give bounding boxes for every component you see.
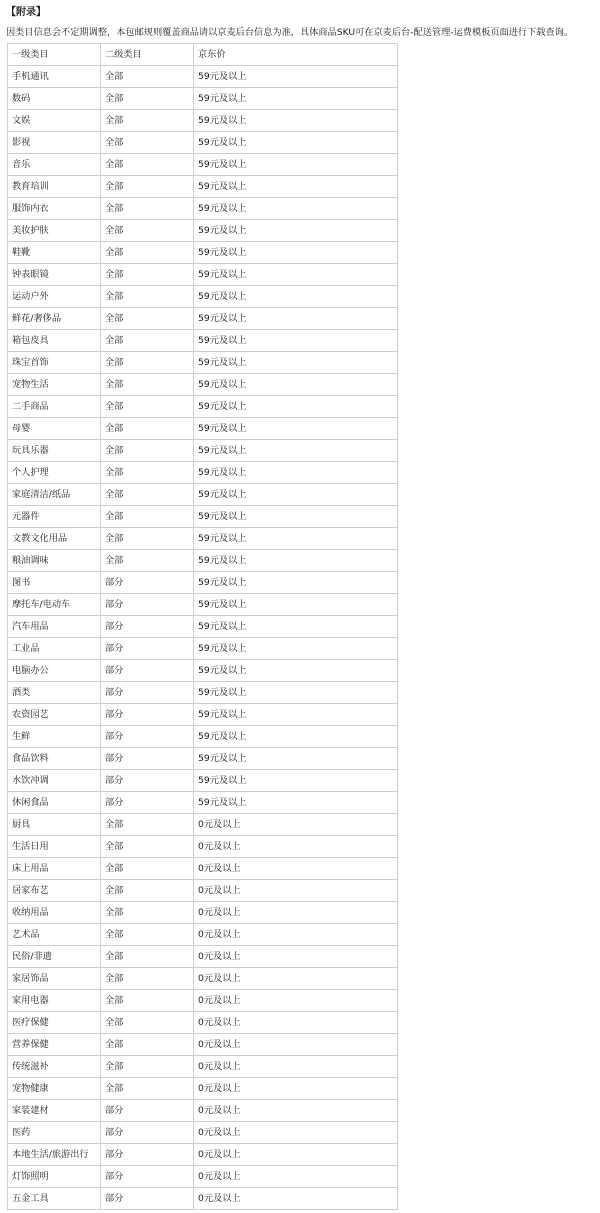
table-row	[8, 550, 398, 572]
cell-primary-category: 生鲜	[8, 726, 101, 748]
cell-primary-category: 钟表眼镜	[8, 264, 101, 286]
table-row	[8, 990, 398, 1012]
table-row	[8, 506, 398, 528]
cell-secondary-category: 部分	[101, 748, 194, 770]
cell-primary-category: 艺术品	[8, 924, 101, 946]
cell-primary-category: 休闲食品	[8, 792, 101, 814]
table-row	[8, 616, 398, 638]
cell-secondary-category: 部分	[101, 594, 194, 616]
cell-primary-category: 母婴	[8, 418, 101, 440]
table-row	[8, 286, 398, 308]
cell-secondary-category: 部分	[101, 572, 194, 594]
table-row	[8, 198, 398, 220]
cell-jd-price: 59元及以上	[194, 110, 398, 132]
cell-jd-price: 59元及以上	[194, 506, 398, 528]
cell-primary-category: 五金工具	[8, 1188, 101, 1210]
cell-primary-category: 宠物生活	[8, 374, 101, 396]
cell-primary-category: 本地生活/旅游出行	[8, 1144, 101, 1166]
cell-primary-category: 箱包皮具	[8, 330, 101, 352]
cell-primary-category: 宠物健康	[8, 1078, 101, 1100]
table-row	[8, 1144, 398, 1166]
table-row	[8, 132, 398, 154]
cell-primary-category: 运动户外	[8, 286, 101, 308]
cell-primary-category: 农资园艺	[8, 704, 101, 726]
table-row	[8, 902, 398, 924]
cell-jd-price: 59元及以上	[194, 286, 398, 308]
cell-primary-category: 图书	[8, 572, 101, 594]
cell-jd-price: 59元及以上	[194, 484, 398, 506]
cell-primary-category: 服饰内衣	[8, 198, 101, 220]
cell-jd-price: 0元及以上	[194, 990, 398, 1012]
cell-jd-price: 59元及以上	[194, 616, 398, 638]
cell-jd-price: 0元及以上	[194, 814, 398, 836]
cell-jd-price: 0元及以上	[194, 946, 398, 968]
table-row	[8, 484, 398, 506]
cell-jd-price: 59元及以上	[194, 308, 398, 330]
cell-primary-category: 影视	[8, 132, 101, 154]
cell-secondary-category: 部分	[101, 660, 194, 682]
table-row	[8, 374, 398, 396]
cell-primary-category: 鞋靴	[8, 242, 101, 264]
cell-jd-price: 59元及以上	[194, 88, 398, 110]
cell-primary-category: 珠宝首饰	[8, 352, 101, 374]
cell-jd-price: 59元及以上	[194, 704, 398, 726]
cell-secondary-category: 全部	[101, 264, 194, 286]
cell-primary-category: 玩具乐器	[8, 440, 101, 462]
cell-jd-price: 59元及以上	[194, 132, 398, 154]
table-row	[8, 946, 398, 968]
cell-jd-price: 0元及以上	[194, 1166, 398, 1188]
table-row	[8, 110, 398, 132]
cell-secondary-category: 部分	[101, 1100, 194, 1122]
cell-jd-price: 59元及以上	[194, 792, 398, 814]
table-row	[8, 748, 398, 770]
cell-secondary-category: 全部	[101, 352, 194, 374]
cell-jd-price: 59元及以上	[194, 726, 398, 748]
cell-primary-category: 家装建材	[8, 1100, 101, 1122]
cell-primary-category: 摩托车/电动车	[8, 594, 101, 616]
table-row	[8, 440, 398, 462]
cell-jd-price: 59元及以上	[194, 682, 398, 704]
cell-jd-price: 59元及以上	[194, 528, 398, 550]
cell-jd-price: 0元及以上	[194, 836, 398, 858]
cell-jd-price: 59元及以上	[194, 770, 398, 792]
cell-jd-price: 0元及以上	[194, 902, 398, 924]
cell-secondary-category: 全部	[101, 946, 194, 968]
cell-jd-price: 0元及以上	[194, 968, 398, 990]
cell-jd-price: 59元及以上	[194, 440, 398, 462]
cell-primary-category: 水饮冲调	[8, 770, 101, 792]
header-jd-price: 京东价	[194, 44, 398, 66]
cell-primary-category: 手机通讯	[8, 66, 101, 88]
cell-secondary-category: 全部	[101, 1056, 194, 1078]
cell-primary-category: 元器件	[8, 506, 101, 528]
cell-primary-category: 医药	[8, 1122, 101, 1144]
cell-secondary-category: 全部	[101, 198, 194, 220]
category-table	[7, 43, 398, 1210]
table-header-row	[8, 44, 398, 66]
cell-secondary-category: 全部	[101, 110, 194, 132]
cell-jd-price: 59元及以上	[194, 154, 398, 176]
cell-jd-price: 59元及以上	[194, 330, 398, 352]
table-row	[8, 924, 398, 946]
cell-jd-price: 59元及以上	[194, 396, 398, 418]
cell-secondary-category: 全部	[101, 836, 194, 858]
cell-primary-category: 居家布艺	[8, 880, 101, 902]
cell-primary-category: 床上用品	[8, 858, 101, 880]
cell-secondary-category: 部分	[101, 1122, 194, 1144]
appendix-intro: 因类目信息会不定期调整，本包邮规则覆盖商品请以京麦后台信息为准，具体商品SKU可在京麦后台-配送管理-运费模板页面进行下载查询。	[6, 27, 574, 38]
cell-primary-category: 生活日用	[8, 836, 101, 858]
table-row	[8, 154, 398, 176]
cell-secondary-category: 全部	[101, 990, 194, 1012]
cell-jd-price: 0元及以上	[194, 1100, 398, 1122]
category-table-body	[8, 44, 398, 1210]
cell-secondary-category: 全部	[101, 550, 194, 572]
table-row	[8, 220, 398, 242]
table-row	[8, 814, 398, 836]
cell-primary-category: 汽车用品	[8, 616, 101, 638]
cell-secondary-category: 全部	[101, 1034, 194, 1056]
table-row	[8, 1034, 398, 1056]
cell-jd-price: 0元及以上	[194, 1122, 398, 1144]
table-row	[8, 418, 398, 440]
cell-jd-price: 59元及以上	[194, 594, 398, 616]
cell-secondary-category: 全部	[101, 1012, 194, 1034]
cell-jd-price: 59元及以上	[194, 352, 398, 374]
cell-primary-category: 家居饰品	[8, 968, 101, 990]
cell-primary-category: 酒类	[8, 682, 101, 704]
cell-primary-category: 工业品	[8, 638, 101, 660]
cell-secondary-category: 全部	[101, 858, 194, 880]
cell-secondary-category: 全部	[101, 418, 194, 440]
cell-jd-price: 59元及以上	[194, 572, 398, 594]
cell-primary-category: 家用电器	[8, 990, 101, 1012]
cell-secondary-category: 全部	[101, 88, 194, 110]
cell-secondary-category: 全部	[101, 286, 194, 308]
table-row	[8, 880, 398, 902]
cell-secondary-category: 全部	[101, 440, 194, 462]
cell-secondary-category: 部分	[101, 704, 194, 726]
table-row	[8, 264, 398, 286]
cell-secondary-category: 全部	[101, 484, 194, 506]
cell-primary-category: 数码	[8, 88, 101, 110]
cell-primary-category: 音乐	[8, 154, 101, 176]
cell-secondary-category: 全部	[101, 902, 194, 924]
cell-primary-category: 传统滋补	[8, 1056, 101, 1078]
cell-secondary-category: 全部	[101, 374, 194, 396]
cell-jd-price: 0元及以上	[194, 880, 398, 902]
cell-secondary-category: 全部	[101, 462, 194, 484]
cell-jd-price: 0元及以上	[194, 924, 398, 946]
table-row	[8, 462, 398, 484]
cell-jd-price: 59元及以上	[194, 374, 398, 396]
table-row	[8, 660, 398, 682]
cell-jd-price: 59元及以上	[194, 176, 398, 198]
cell-secondary-category: 全部	[101, 396, 194, 418]
table-row	[8, 352, 398, 374]
table-row	[8, 1056, 398, 1078]
cell-primary-category: 营养保健	[8, 1034, 101, 1056]
cell-primary-category: 文娱	[8, 110, 101, 132]
cell-jd-price: 59元及以上	[194, 462, 398, 484]
cell-secondary-category: 全部	[101, 924, 194, 946]
table-row	[8, 242, 398, 264]
cell-jd-price: 0元及以上	[194, 1078, 398, 1100]
cell-jd-price: 59元及以上	[194, 220, 398, 242]
table-row	[8, 308, 398, 330]
table-row	[8, 792, 398, 814]
table-row	[8, 66, 398, 88]
table-row	[8, 528, 398, 550]
table-row	[8, 1188, 398, 1210]
header-secondary-category: 二级类目	[101, 44, 194, 66]
cell-jd-price: 59元及以上	[194, 264, 398, 286]
cell-secondary-category: 部分	[101, 616, 194, 638]
cell-secondary-category: 全部	[101, 220, 194, 242]
cell-secondary-category: 全部	[101, 968, 194, 990]
cell-primary-category: 民俗/非遗	[8, 946, 101, 968]
cell-primary-category: 电脑办公	[8, 660, 101, 682]
table-row	[8, 770, 398, 792]
cell-primary-category: 文教文化用品	[8, 528, 101, 550]
cell-primary-category: 厨具	[8, 814, 101, 836]
table-row	[8, 1012, 398, 1034]
cell-jd-price: 59元及以上	[194, 748, 398, 770]
cell-secondary-category: 全部	[101, 66, 194, 88]
table-row	[8, 858, 398, 880]
cell-jd-price: 0元及以上	[194, 1188, 398, 1210]
cell-secondary-category: 全部	[101, 308, 194, 330]
table-row	[8, 704, 398, 726]
table-row	[8, 638, 398, 660]
cell-jd-price: 59元及以上	[194, 660, 398, 682]
table-row	[8, 330, 398, 352]
cell-primary-category: 教育培训	[8, 176, 101, 198]
cell-jd-price: 0元及以上	[194, 1144, 398, 1166]
cell-primary-category: 鲜花/奢侈品	[8, 308, 101, 330]
cell-secondary-category: 全部	[101, 242, 194, 264]
cell-jd-price: 59元及以上	[194, 418, 398, 440]
cell-primary-category: 灯饰照明	[8, 1166, 101, 1188]
table-row	[8, 968, 398, 990]
cell-secondary-category: 部分	[101, 770, 194, 792]
cell-secondary-category: 全部	[101, 154, 194, 176]
cell-secondary-category: 部分	[101, 638, 194, 660]
cell-secondary-category: 部分	[101, 1188, 194, 1210]
cell-secondary-category: 全部	[101, 506, 194, 528]
table-row	[8, 1166, 398, 1188]
cell-jd-price: 59元及以上	[194, 550, 398, 572]
cell-primary-category: 美妆护肤	[8, 220, 101, 242]
cell-secondary-category: 全部	[101, 132, 194, 154]
table-row	[8, 396, 398, 418]
cell-jd-price: 59元及以上	[194, 198, 398, 220]
cell-primary-category: 个人护理	[8, 462, 101, 484]
cell-primary-category: 医疗保健	[8, 1012, 101, 1034]
cell-jd-price: 0元及以上	[194, 858, 398, 880]
table-row	[8, 88, 398, 110]
table-row	[8, 594, 398, 616]
cell-secondary-category: 全部	[101, 1078, 194, 1100]
cell-jd-price: 0元及以上	[194, 1034, 398, 1056]
cell-primary-category: 二手商品	[8, 396, 101, 418]
table-row	[8, 1100, 398, 1122]
cell-secondary-category: 部分	[101, 726, 194, 748]
cell-jd-price: 59元及以上	[194, 242, 398, 264]
cell-jd-price: 0元及以上	[194, 1012, 398, 1034]
cell-secondary-category: 部分	[101, 1144, 194, 1166]
table-row	[8, 836, 398, 858]
cell-secondary-category: 全部	[101, 528, 194, 550]
header-primary-category: 一级类目	[8, 44, 101, 66]
cell-secondary-category: 全部	[101, 880, 194, 902]
cell-jd-price: 59元及以上	[194, 66, 398, 88]
cell-secondary-category: 全部	[101, 330, 194, 352]
cell-jd-price: 0元及以上	[194, 1056, 398, 1078]
cell-primary-category: 家庭清洁/纸品	[8, 484, 101, 506]
cell-jd-price: 59元及以上	[194, 638, 398, 660]
cell-primary-category: 粮油调味	[8, 550, 101, 572]
table-row	[8, 176, 398, 198]
cell-secondary-category: 部分	[101, 682, 194, 704]
cell-primary-category: 食品饮料	[8, 748, 101, 770]
cell-secondary-category: 全部	[101, 814, 194, 836]
cell-secondary-category: 全部	[101, 176, 194, 198]
table-row	[8, 572, 398, 594]
table-row	[8, 1122, 398, 1144]
table-row	[8, 1078, 398, 1100]
cell-primary-category: 收纳用品	[8, 902, 101, 924]
appendix-title: 【附录】	[6, 7, 46, 18]
table-row	[8, 726, 398, 748]
cell-secondary-category: 部分	[101, 792, 194, 814]
cell-secondary-category: 部分	[101, 1166, 194, 1188]
table-row	[8, 682, 398, 704]
